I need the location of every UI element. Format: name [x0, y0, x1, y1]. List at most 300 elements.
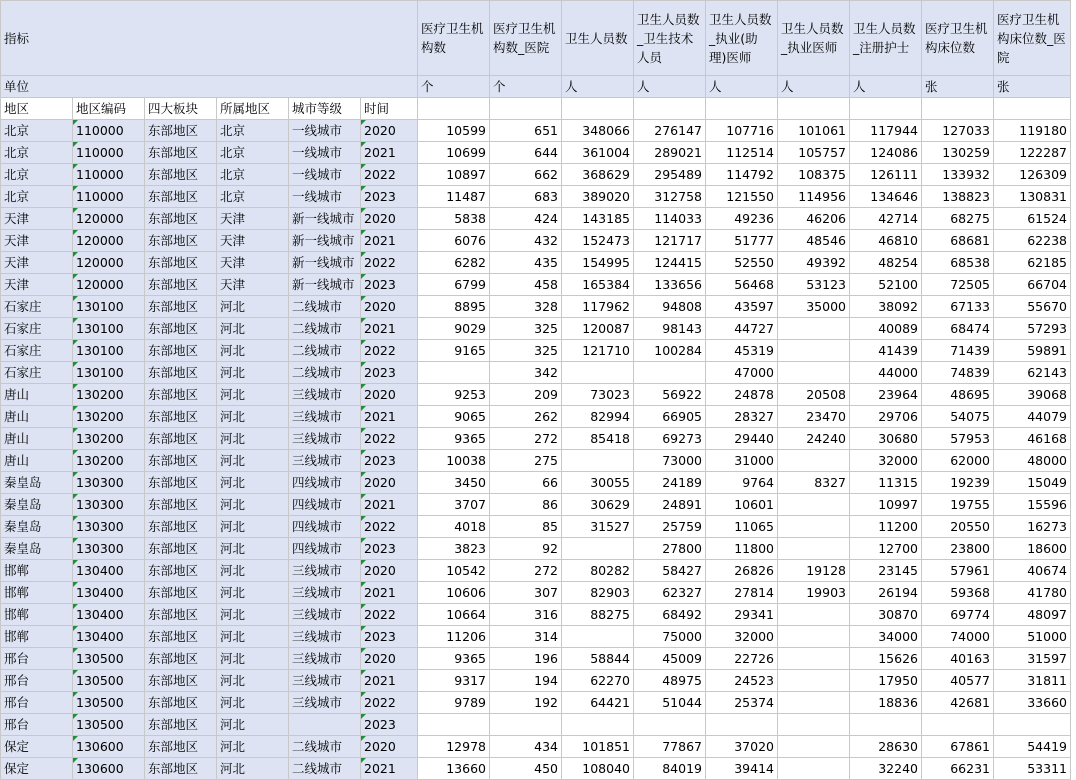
number-cell[interactable]: 112514 [706, 142, 778, 164]
number-cell[interactable]: 114792 [706, 164, 778, 186]
number-cell[interactable]: 35000 [778, 296, 850, 318]
text-cell[interactable]: 河北 [217, 758, 289, 780]
empty-cell[interactable] [634, 98, 706, 120]
text-cell[interactable]: 东部地区 [145, 318, 217, 340]
number-cell[interactable]: 450 [490, 758, 562, 780]
number-cell[interactable]: 6282 [418, 252, 490, 274]
number-cell[interactable]: 54419 [994, 736, 1071, 758]
text-cell[interactable]: 二线城市 [289, 340, 361, 362]
column-header-cell[interactable]: 医疗卫生机构数 [418, 1, 490, 76]
number-cell[interactable]: 53311 [994, 758, 1071, 780]
number-cell[interactable]: 66905 [634, 406, 706, 428]
number-cell[interactable]: 30629 [562, 494, 634, 516]
text-cell[interactable]: 130500 [73, 692, 145, 714]
number-cell[interactable]: 43597 [706, 296, 778, 318]
number-cell[interactable]: 66704 [994, 274, 1071, 296]
unit-cell[interactable]: 人 [850, 76, 922, 98]
text-cell[interactable]: 北京 [1, 164, 73, 186]
text-cell[interactable]: 130300 [73, 472, 145, 494]
number-cell[interactable]: 275 [490, 450, 562, 472]
number-cell[interactable]: 121710 [562, 340, 634, 362]
text-cell[interactable]: 三线城市 [289, 450, 361, 472]
text-cell[interactable]: 唐山 [1, 450, 73, 472]
number-cell[interactable]: 68474 [922, 318, 994, 340]
number-cell[interactable]: 314 [490, 626, 562, 648]
text-cell[interactable]: 秦皇岛 [1, 516, 73, 538]
text-cell[interactable]: 120000 [73, 208, 145, 230]
number-cell[interactable]: 10664 [418, 604, 490, 626]
number-cell[interactable]: 432 [490, 230, 562, 252]
text-cell[interactable]: 东部地区 [145, 186, 217, 208]
unit-cell[interactable]: 人 [562, 76, 634, 98]
number-cell[interactable] [562, 538, 634, 560]
text-cell[interactable]: 天津 [217, 208, 289, 230]
number-cell[interactable]: 12700 [850, 538, 922, 560]
text-cell[interactable]: 北京 [1, 186, 73, 208]
number-cell[interactable]: 40163 [922, 648, 994, 670]
number-cell[interactable]: 30680 [850, 428, 922, 450]
number-cell[interactable]: 316 [490, 604, 562, 626]
text-cell[interactable]: 邢台 [1, 648, 73, 670]
text-cell[interactable]: 唐山 [1, 406, 73, 428]
number-cell[interactable] [778, 758, 850, 780]
number-cell[interactable]: 46206 [778, 208, 850, 230]
text-cell[interactable]: 2020 [361, 296, 418, 318]
number-cell[interactable]: 64421 [562, 692, 634, 714]
text-cell[interactable]: 北京 [217, 164, 289, 186]
text-cell[interactable]: 三线城市 [289, 626, 361, 648]
text-cell[interactable]: 新一线城市 [289, 208, 361, 230]
text-cell[interactable]: 三线城市 [289, 428, 361, 450]
number-cell[interactable] [778, 648, 850, 670]
text-cell[interactable]: 保定 [1, 758, 73, 780]
text-cell[interactable]: 2022 [361, 340, 418, 362]
number-cell[interactable] [562, 626, 634, 648]
number-cell[interactable]: 45319 [706, 340, 778, 362]
number-cell[interactable]: 80282 [562, 560, 634, 582]
number-cell[interactable]: 72505 [922, 274, 994, 296]
number-cell[interactable]: 48000 [994, 450, 1071, 472]
number-cell[interactable]: 23964 [850, 384, 922, 406]
number-cell[interactable]: 69774 [922, 604, 994, 626]
text-cell[interactable]: 东部地区 [145, 472, 217, 494]
text-cell[interactable]: 2021 [361, 582, 418, 604]
number-cell[interactable]: 49392 [778, 252, 850, 274]
text-cell[interactable]: 天津 [1, 208, 73, 230]
number-cell[interactable]: 10601 [706, 494, 778, 516]
text-cell[interactable]: 天津 [217, 252, 289, 274]
number-cell[interactable]: 11065 [706, 516, 778, 538]
text-cell[interactable]: 2020 [361, 384, 418, 406]
number-cell[interactable]: 85418 [562, 428, 634, 450]
number-cell[interactable]: 16273 [994, 516, 1071, 538]
number-cell[interactable]: 88275 [562, 604, 634, 626]
number-cell[interactable]: 58844 [562, 648, 634, 670]
number-cell[interactable]: 24523 [706, 670, 778, 692]
number-cell[interactable]: 662 [490, 164, 562, 186]
text-cell[interactable]: 2022 [361, 428, 418, 450]
empty-cell[interactable] [490, 98, 562, 120]
text-cell[interactable]: 三线城市 [289, 670, 361, 692]
text-cell[interactable]: 2020 [361, 648, 418, 670]
text-cell[interactable]: 一线城市 [289, 120, 361, 142]
number-cell[interactable]: 9317 [418, 670, 490, 692]
number-cell[interactable]: 24189 [634, 472, 706, 494]
text-cell[interactable]: 河北 [217, 406, 289, 428]
number-cell[interactable]: 119180 [994, 120, 1071, 142]
number-cell[interactable]: 120087 [562, 318, 634, 340]
number-cell[interactable]: 10599 [418, 120, 490, 142]
number-cell[interactable]: 651 [490, 120, 562, 142]
text-cell[interactable]: 2021 [361, 318, 418, 340]
number-cell[interactable]: 27814 [706, 582, 778, 604]
number-cell[interactable] [778, 494, 850, 516]
number-cell[interactable]: 3450 [418, 472, 490, 494]
number-cell[interactable]: 644 [490, 142, 562, 164]
number-cell[interactable]: 9789 [418, 692, 490, 714]
text-cell[interactable]: 三线城市 [289, 582, 361, 604]
text-cell[interactable]: 二线城市 [289, 296, 361, 318]
number-cell[interactable]: 117944 [850, 120, 922, 142]
number-cell[interactable]: 130259 [922, 142, 994, 164]
number-cell[interactable] [778, 692, 850, 714]
number-cell[interactable]: 19755 [922, 494, 994, 516]
number-cell[interactable]: 37020 [706, 736, 778, 758]
number-cell[interactable]: 138823 [922, 186, 994, 208]
text-cell[interactable]: 秦皇岛 [1, 472, 73, 494]
number-cell[interactable]: 40577 [922, 670, 994, 692]
text-cell[interactable]: 2020 [361, 560, 418, 582]
text-cell[interactable]: 邢台 [1, 714, 73, 736]
number-cell[interactable]: 68275 [922, 208, 994, 230]
number-cell[interactable]: 49236 [706, 208, 778, 230]
text-cell[interactable]: 东部地区 [145, 736, 217, 758]
number-cell[interactable]: 122287 [994, 142, 1071, 164]
text-cell[interactable]: 130200 [73, 428, 145, 450]
number-cell[interactable]: 10606 [418, 582, 490, 604]
unit-label-cell[interactable]: 单位 [1, 76, 418, 98]
number-cell[interactable]: 3823 [418, 538, 490, 560]
number-cell[interactable]: 74000 [922, 626, 994, 648]
text-cell[interactable]: 石家庄 [1, 318, 73, 340]
number-cell[interactable]: 75000 [634, 626, 706, 648]
text-cell[interactable]: 河北 [217, 626, 289, 648]
empty-cell[interactable] [562, 98, 634, 120]
text-cell[interactable]: 石家庄 [1, 362, 73, 384]
number-cell[interactable]: 325 [490, 340, 562, 362]
number-cell[interactable]: 124086 [850, 142, 922, 164]
number-cell[interactable]: 74839 [922, 362, 994, 384]
text-cell[interactable]: 2023 [361, 626, 418, 648]
number-cell[interactable]: 77867 [634, 736, 706, 758]
text-cell[interactable]: 新一线城市 [289, 230, 361, 252]
number-cell[interactable]: 86 [490, 494, 562, 516]
number-cell[interactable] [778, 516, 850, 538]
unit-cell[interactable]: 个 [418, 76, 490, 98]
number-cell[interactable]: 68681 [922, 230, 994, 252]
text-cell[interactable]: 2023 [361, 186, 418, 208]
text-cell[interactable]: 四线城市 [289, 516, 361, 538]
text-cell[interactable]: 河北 [217, 582, 289, 604]
text-cell[interactable]: 天津 [1, 230, 73, 252]
number-cell[interactable]: 52550 [706, 252, 778, 274]
number-cell[interactable]: 101851 [562, 736, 634, 758]
text-cell[interactable]: 130400 [73, 626, 145, 648]
unit-cell[interactable]: 人 [634, 76, 706, 98]
text-cell[interactable]: 邯郸 [1, 582, 73, 604]
text-cell[interactable]: 东部地区 [145, 538, 217, 560]
text-cell[interactable]: 河北 [217, 362, 289, 384]
text-cell[interactable]: 河北 [217, 648, 289, 670]
text-cell[interactable]: 2023 [361, 714, 418, 736]
text-cell[interactable]: 120000 [73, 252, 145, 274]
text-cell[interactable]: 东部地区 [145, 362, 217, 384]
number-cell[interactable] [562, 450, 634, 472]
text-cell[interactable] [289, 714, 361, 736]
text-cell[interactable]: 东部地区 [145, 340, 217, 362]
number-cell[interactable]: 85 [490, 516, 562, 538]
text-cell[interactable]: 东部地区 [145, 670, 217, 692]
text-cell[interactable]: 2022 [361, 164, 418, 186]
number-cell[interactable]: 121717 [634, 230, 706, 252]
empty-cell[interactable] [706, 98, 778, 120]
number-cell[interactable]: 73000 [634, 450, 706, 472]
number-cell[interactable]: 82994 [562, 406, 634, 428]
number-cell[interactable] [634, 714, 706, 736]
number-cell[interactable]: 98143 [634, 318, 706, 340]
number-cell[interactable]: 62000 [922, 450, 994, 472]
number-cell[interactable]: 289021 [634, 142, 706, 164]
number-cell[interactable]: 29341 [706, 604, 778, 626]
number-cell[interactable] [850, 714, 922, 736]
text-cell[interactable]: 130200 [73, 406, 145, 428]
number-cell[interactable]: 23145 [850, 560, 922, 582]
number-cell[interactable]: 44727 [706, 318, 778, 340]
text-cell[interactable]: 河北 [217, 318, 289, 340]
number-cell[interactable]: 25374 [706, 692, 778, 714]
empty-cell[interactable] [418, 98, 490, 120]
text-cell[interactable]: 2021 [361, 494, 418, 516]
text-cell[interactable]: 2023 [361, 450, 418, 472]
text-cell[interactable]: 三线城市 [289, 692, 361, 714]
number-cell[interactable]: 117962 [562, 296, 634, 318]
text-cell[interactable]: 2022 [361, 516, 418, 538]
number-cell[interactable]: 9165 [418, 340, 490, 362]
number-cell[interactable]: 31811 [994, 670, 1071, 692]
number-cell[interactable]: 51000 [994, 626, 1071, 648]
number-cell[interactable]: 51044 [634, 692, 706, 714]
number-cell[interactable]: 59368 [922, 582, 994, 604]
text-cell[interactable]: 河北 [217, 538, 289, 560]
number-cell[interactable]: 48254 [850, 252, 922, 274]
field-name-cell[interactable]: 所属地区 [217, 98, 289, 120]
number-cell[interactable]: 276147 [634, 120, 706, 142]
column-header-cell[interactable]: 卫生人员数 [562, 1, 634, 76]
number-cell[interactable]: 34000 [850, 626, 922, 648]
text-cell[interactable]: 130600 [73, 736, 145, 758]
number-cell[interactable]: 32000 [850, 450, 922, 472]
column-header-cell[interactable]: 卫生人员数_卫生技术人员 [634, 1, 706, 76]
number-cell[interactable] [778, 318, 850, 340]
text-cell[interactable]: 三线城市 [289, 648, 361, 670]
text-cell[interactable]: 河北 [217, 340, 289, 362]
text-cell[interactable]: 东部地区 [145, 494, 217, 516]
number-cell[interactable]: 342 [490, 362, 562, 384]
number-cell[interactable]: 40089 [850, 318, 922, 340]
number-cell[interactable] [562, 714, 634, 736]
text-cell[interactable]: 河北 [217, 472, 289, 494]
text-cell[interactable]: 天津 [217, 230, 289, 252]
number-cell[interactable]: 328 [490, 296, 562, 318]
number-cell[interactable] [490, 714, 562, 736]
text-cell[interactable]: 一线城市 [289, 142, 361, 164]
number-cell[interactable]: 8327 [778, 472, 850, 494]
number-cell[interactable]: 62270 [562, 670, 634, 692]
column-header-cell[interactable]: 卫生人员数_注册护士 [850, 1, 922, 76]
number-cell[interactable]: 13660 [418, 758, 490, 780]
text-cell[interactable]: 三线城市 [289, 384, 361, 406]
text-cell[interactable]: 邯郸 [1, 604, 73, 626]
number-cell[interactable]: 15049 [994, 472, 1071, 494]
text-cell[interactable]: 秦皇岛 [1, 494, 73, 516]
number-cell[interactable]: 25759 [634, 516, 706, 538]
text-cell[interactable]: 一线城市 [289, 186, 361, 208]
number-cell[interactable] [778, 362, 850, 384]
text-cell[interactable]: 2022 [361, 692, 418, 714]
number-cell[interactable]: 94808 [634, 296, 706, 318]
number-cell[interactable]: 307 [490, 582, 562, 604]
number-cell[interactable]: 48546 [778, 230, 850, 252]
number-cell[interactable]: 209 [490, 384, 562, 406]
number-cell[interactable]: 52100 [850, 274, 922, 296]
number-cell[interactable] [778, 670, 850, 692]
number-cell[interactable]: 10542 [418, 560, 490, 582]
text-cell[interactable]: 河北 [217, 670, 289, 692]
text-cell[interactable]: 130200 [73, 450, 145, 472]
field-name-cell[interactable]: 城市等级 [289, 98, 361, 120]
text-cell[interactable]: 东部地区 [145, 714, 217, 736]
number-cell[interactable]: 22726 [706, 648, 778, 670]
empty-cell[interactable] [994, 98, 1071, 120]
text-cell[interactable]: 天津 [1, 274, 73, 296]
number-cell[interactable]: 29440 [706, 428, 778, 450]
text-cell[interactable]: 110000 [73, 120, 145, 142]
text-cell[interactable]: 三线城市 [289, 604, 361, 626]
text-cell[interactable]: 北京 [1, 142, 73, 164]
number-cell[interactable]: 15596 [994, 494, 1071, 516]
text-cell[interactable]: 东部地区 [145, 384, 217, 406]
number-cell[interactable]: 31597 [994, 648, 1071, 670]
number-cell[interactable]: 434 [490, 736, 562, 758]
number-cell[interactable]: 19903 [778, 582, 850, 604]
number-cell[interactable]: 126309 [994, 164, 1071, 186]
column-header-cell[interactable]: 卫生人员数_执业(助理)医师 [706, 1, 778, 76]
text-cell[interactable]: 东部地区 [145, 428, 217, 450]
number-cell[interactable]: 6799 [418, 274, 490, 296]
text-cell[interactable]: 2020 [361, 208, 418, 230]
text-cell[interactable]: 130100 [73, 318, 145, 340]
unit-cell[interactable]: 张 [922, 76, 994, 98]
text-cell[interactable]: 新一线城市 [289, 252, 361, 274]
number-cell[interactable]: 11206 [418, 626, 490, 648]
number-cell[interactable]: 39414 [706, 758, 778, 780]
number-cell[interactable]: 683 [490, 186, 562, 208]
number-cell[interactable]: 101061 [778, 120, 850, 142]
number-cell[interactable]: 192 [490, 692, 562, 714]
number-cell[interactable]: 62238 [994, 230, 1071, 252]
number-cell[interactable]: 114033 [634, 208, 706, 230]
number-cell[interactable]: 57293 [994, 318, 1071, 340]
text-cell[interactable]: 四线城市 [289, 472, 361, 494]
number-cell[interactable]: 66231 [922, 758, 994, 780]
number-cell[interactable]: 3707 [418, 494, 490, 516]
text-cell[interactable]: 二线城市 [289, 362, 361, 384]
text-cell[interactable]: 石家庄 [1, 296, 73, 318]
number-cell[interactable]: 61524 [994, 208, 1071, 230]
text-cell[interactable]: 二线城市 [289, 318, 361, 340]
number-cell[interactable] [706, 714, 778, 736]
number-cell[interactable]: 10997 [850, 494, 922, 516]
number-cell[interactable]: 9365 [418, 648, 490, 670]
text-cell[interactable]: 130600 [73, 758, 145, 780]
text-cell[interactable]: 四线城市 [289, 494, 361, 516]
number-cell[interactable] [634, 362, 706, 384]
text-cell[interactable]: 130100 [73, 362, 145, 384]
number-cell[interactable]: 121550 [706, 186, 778, 208]
number-cell[interactable]: 31527 [562, 516, 634, 538]
text-cell[interactable]: 东部地区 [145, 230, 217, 252]
number-cell[interactable]: 23470 [778, 406, 850, 428]
number-cell[interactable] [778, 340, 850, 362]
number-cell[interactable]: 143185 [562, 208, 634, 230]
number-cell[interactable]: 32240 [850, 758, 922, 780]
text-cell[interactable]: 邯郸 [1, 626, 73, 648]
text-cell[interactable]: 东部地区 [145, 516, 217, 538]
text-cell[interactable]: 河北 [217, 450, 289, 472]
text-cell[interactable]: 三线城市 [289, 560, 361, 582]
text-cell[interactable]: 河北 [217, 428, 289, 450]
number-cell[interactable]: 42681 [922, 692, 994, 714]
number-cell[interactable]: 30055 [562, 472, 634, 494]
number-cell[interactable]: 48975 [634, 670, 706, 692]
text-cell[interactable]: 2023 [361, 538, 418, 560]
number-cell[interactable]: 68538 [922, 252, 994, 274]
text-cell[interactable]: 东部地区 [145, 582, 217, 604]
number-cell[interactable]: 152473 [562, 230, 634, 252]
text-cell[interactable]: 110000 [73, 142, 145, 164]
text-cell[interactable]: 东部地区 [145, 274, 217, 296]
number-cell[interactable] [418, 714, 490, 736]
number-cell[interactable] [778, 450, 850, 472]
number-cell[interactable]: 389020 [562, 186, 634, 208]
text-cell[interactable]: 130500 [73, 648, 145, 670]
number-cell[interactable]: 18836 [850, 692, 922, 714]
text-cell[interactable]: 东部地区 [145, 560, 217, 582]
number-cell[interactable]: 8895 [418, 296, 490, 318]
text-cell[interactable]: 东部地区 [145, 692, 217, 714]
number-cell[interactable]: 51777 [706, 230, 778, 252]
column-header-cell[interactable]: 医疗卫生机构数_医院 [490, 1, 562, 76]
number-cell[interactable]: 15626 [850, 648, 922, 670]
number-cell[interactable]: 9065 [418, 406, 490, 428]
number-cell[interactable]: 20508 [778, 384, 850, 406]
number-cell[interactable]: 133656 [634, 274, 706, 296]
number-cell[interactable]: 19239 [922, 472, 994, 494]
number-cell[interactable]: 134646 [850, 186, 922, 208]
number-cell[interactable]: 133932 [922, 164, 994, 186]
number-cell[interactable]: 47000 [706, 362, 778, 384]
text-cell[interactable]: 邯郸 [1, 560, 73, 582]
